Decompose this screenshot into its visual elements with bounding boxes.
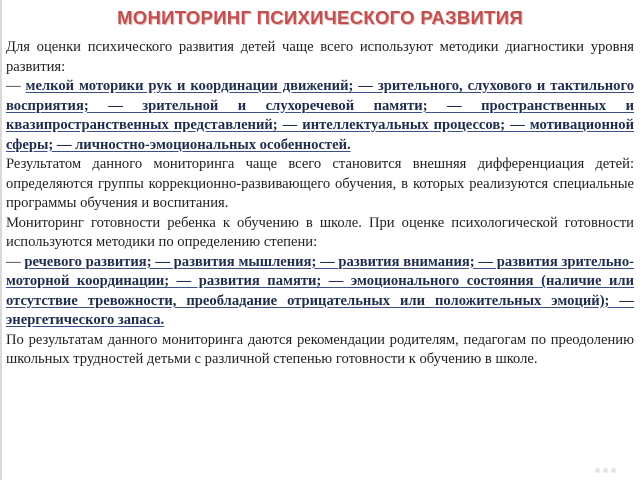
- paragraph-result: Результатом данного мониторинга чаще всего становится внешняя дифференциация детей: определяются группы коррекционно-развивающего обучения, в которых реализуются специальные программы обучения и воспитания.: [6, 156, 634, 211]
- decorative-strip: [0, 0, 2, 480]
- paragraph-methods-intro: Для оценки психического развития детей чаще всего используют методики диагностики уровня развития:: [6, 39, 634, 75]
- slide-body: [6, 38, 634, 370]
- decorative-dots: [592, 460, 632, 472]
- paragraph-school-readiness-intro: Мониторинг готовности ребенка к обучению в школе. При оценке психологической готовности используются методики по определению степени:: [6, 214, 634, 250]
- paragraph-methods: [6, 38, 634, 155]
- dot: [603, 468, 608, 473]
- list-dash: —: [6, 78, 26, 94]
- paragraph-school-readiness: [6, 214, 634, 331]
- paragraph-recommendations: По результатам данного мониторинга даются рекомендации родителям, педагогам по преодолению школьных трудностей детьми с различной степенью готовности к обучению в школе.: [6, 331, 634, 367]
- dot: [595, 468, 600, 473]
- list-dash: —: [6, 253, 25, 270]
- slide-title: МОНИТОРИНГ ПСИХИЧЕСКОГО РАЗВИТИЯ: [117, 7, 523, 28]
- dot: [611, 468, 616, 473]
- readiness-list: речевого развития; — развития мышления; — развития внимания; — развития зрительно-моторной координации; — развития памяти; — эмоционального состояния (наличие или отсутствие тревожности, преобладание отрицательных или положительных эмоций); — энергетического запаса.: [6, 253, 634, 328]
- methods-list: мелкой моторики рук и координации движений; — зрительного, слухового и тактильного восприятия; — зрительной и слухоречевой памяти; — пространственных и квазипространственных представлений; — интеллектуальных процессов; — мотивационной сферы; — личностно-эмоциональных особенностей.: [6, 78, 635, 153]
